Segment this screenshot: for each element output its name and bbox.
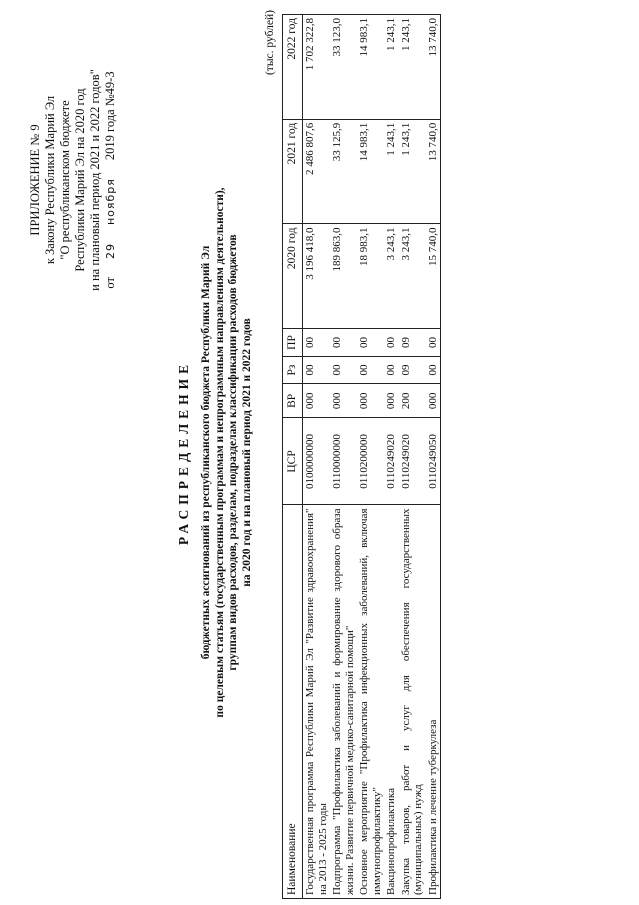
cell-2020: 15 740,0 — [426, 224, 441, 329]
cell-csr: 0110249020 — [399, 418, 426, 505]
table-row — [384, 15, 399, 899]
cell-2022: 1 243,1 — [384, 15, 399, 120]
cell-2021: 1 243,1 — [399, 119, 426, 224]
cell-name: Профилактика и лечение туберкулеза — [426, 505, 441, 899]
cell-2020: 189 863,0 — [330, 224, 357, 329]
date-month: ноября — [104, 178, 117, 226]
document-subtitle — [200, 150, 254, 755]
cell-vr: 000 — [426, 384, 441, 418]
units-label: (тыс. рублей) — [264, 10, 276, 76]
table-row — [357, 15, 384, 899]
appendix-block — [28, 20, 118, 340]
cell-2021: 33 125,9 — [330, 119, 357, 224]
cell-rz: 09 — [399, 356, 426, 384]
cell-name: Закупка товаров, работ и услуг для обеспечения государственных (муниципальных) нужд — [399, 505, 426, 899]
cell-2021: 14 983,1 — [357, 119, 384, 224]
cell-csr: 0110000000 — [330, 418, 357, 505]
cell-vr: 000 — [330, 384, 357, 418]
header-2021: 2021 год — [283, 119, 303, 224]
cell-rz: 00 — [303, 356, 331, 384]
cell-csr: 0110249020 — [384, 418, 399, 505]
cell-2022: 14 983,1 — [357, 15, 384, 120]
cell-2022: 1 243,1 — [399, 15, 426, 120]
header-vr: ВР — [283, 384, 303, 418]
subtitle-line-4: на 2020 год и на плановый период 2021 и 2022 годов — [240, 318, 253, 587]
cell-pr: 09 — [399, 329, 426, 357]
header-csr: ЦСР — [283, 418, 303, 505]
appendix-law-title-1: "О республиканском бюджете — [58, 100, 72, 260]
cell-pr: 00 — [330, 329, 357, 357]
header-name: Наименование — [283, 505, 303, 899]
cell-vr: 200 — [399, 384, 426, 418]
cell-name: Подпрограмма "Профилактика заболеваний и формирование здорового образа жизни. Развитие первичной медико-санитарной помощи" — [330, 505, 357, 899]
table-header-row — [283, 15, 303, 899]
appendix-law-reference: к Закону Республики Марий Эл — [43, 95, 57, 265]
table-row — [399, 15, 426, 899]
cell-csr: 0110249050 — [426, 418, 441, 505]
appendix-law-title-2: Республики Марий Эл на 2020 год — [73, 88, 87, 272]
cell-pr: 00 — [357, 329, 384, 357]
cell-2021: 1 243,1 — [384, 119, 399, 224]
appendix-law-title-3: и на плановый период 2021 и 2022 годов" — [88, 69, 102, 291]
subtitle-line-2: по целевым статьям (государственным программам и непрограммным направлениям деятельности), — [213, 187, 226, 718]
date-year-number: 2019 года №49-З — [103, 71, 117, 161]
date-day: 29 — [104, 243, 117, 260]
cell-name: Основное мероприятие "Профилактика инфекционных заболеваний, включая иммунопрофилактику" — [357, 505, 384, 899]
cell-2020: 3 196 418,0 — [303, 224, 331, 329]
subtitle-line-1: бюджетных ассигнований из республиканского бюджета Республики Марий Эл — [200, 245, 212, 660]
cell-rz: 00 — [330, 356, 357, 384]
cell-vr: 000 — [357, 384, 384, 418]
cell-2020: 3 243,1 — [384, 224, 399, 329]
cell-rz: 00 — [426, 356, 441, 384]
allocation-table — [282, 14, 441, 899]
cell-name: Вакцинопрофилактика — [384, 505, 399, 899]
cell-2020: 3 243,1 — [399, 224, 426, 329]
cell-vr: 000 — [384, 384, 399, 418]
cell-2021: 2 486 807,6 — [303, 119, 331, 224]
cell-pr: 00 — [303, 329, 331, 357]
cell-2022: 33 123,0 — [330, 15, 357, 120]
header-2020: 2020 год — [283, 224, 303, 329]
header-2022: 2022 год — [283, 15, 303, 120]
header-pr: ПР — [283, 329, 303, 357]
header-rz: Рз — [283, 356, 303, 384]
cell-name: Государственная программа Республики Марий Эл "Развитие здравоохранения" на 2013 - 2025 годы — [303, 505, 331, 899]
appendix-number: ПРИЛОЖЕНИЕ № 9 — [28, 124, 42, 236]
table-row — [426, 15, 441, 899]
appendix-date-line — [103, 20, 118, 340]
cell-2020: 18 983,1 — [357, 224, 384, 329]
cell-vr: 000 — [303, 384, 331, 418]
cell-pr: 00 — [384, 329, 399, 357]
document-title: РАСПРЕДЕЛЕНИЕ — [176, 359, 191, 546]
table-row — [303, 15, 331, 899]
cell-pr: 00 — [426, 329, 441, 357]
cell-2021: 13 740,0 — [426, 119, 441, 224]
table-row — [330, 15, 357, 899]
cell-csr: 0100000000 — [303, 418, 331, 505]
subtitle-line-3: группам видов расходов, разделам, подразделам классификации расходов бюджетов — [227, 234, 239, 671]
cell-csr: 0110200000 — [357, 418, 384, 505]
cell-2022: 1 702 322,8 — [303, 15, 331, 120]
cell-rz: 00 — [384, 356, 399, 384]
date-prefix: от — [103, 277, 117, 289]
cell-2022: 13 740,0 — [426, 15, 441, 120]
cell-rz: 00 — [357, 356, 384, 384]
